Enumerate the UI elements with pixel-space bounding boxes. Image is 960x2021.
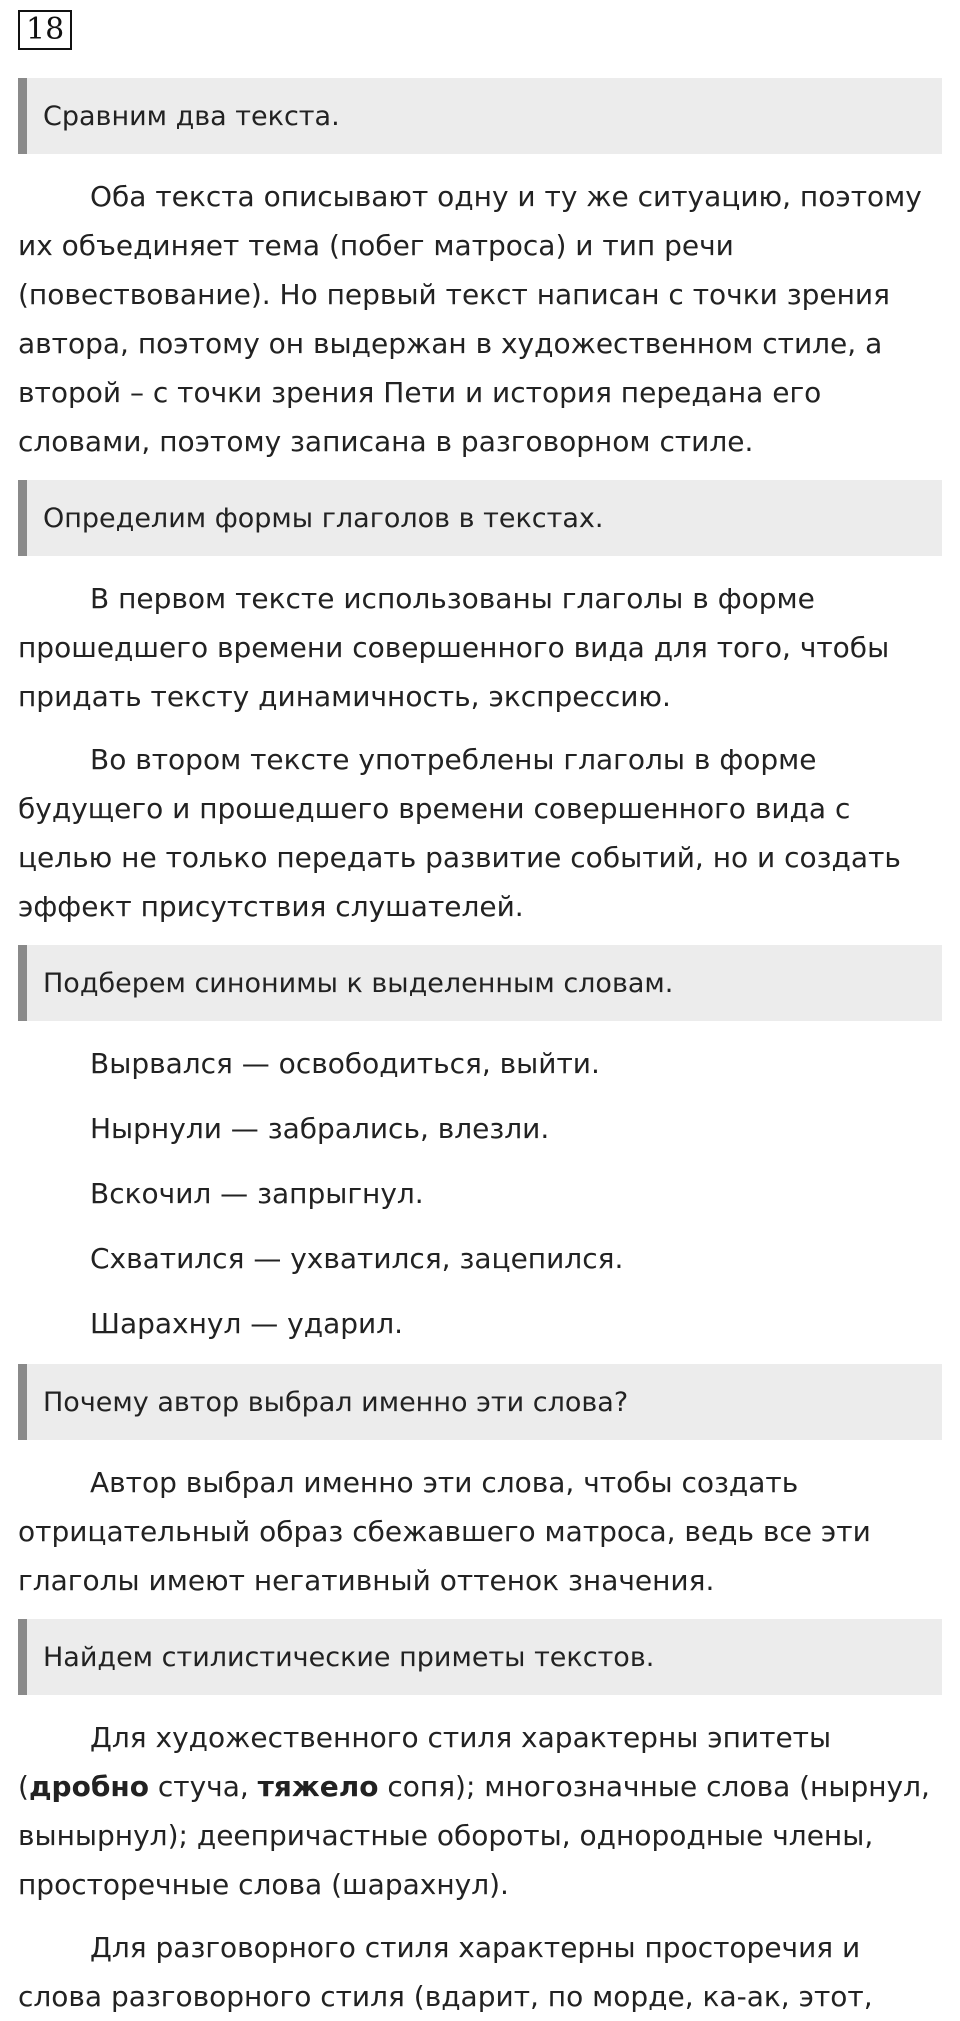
section-header-verbs: Определим формы глаголов в текстах. <box>18 480 942 556</box>
paragraph-why: Автор выбрал именно эти слова, чтобы создать отрицательный образ сбежавшего матроса, ведь все эти глаголы имеют негативный оттенок значения. <box>18 1466 871 1597</box>
paragraph-style-1 <box>18 1713 942 1909</box>
synonym-item: Шарахнул — ударил. <box>90 1307 404 1340</box>
paragraph-verbs-1: В первом тексте использованы глаголы в форме прошедшего времени совершенного вида для того, чтобы придать тексту динамичность, экспрессию. <box>18 582 890 713</box>
synonym-item: Вскочил — запрыгнул. <box>90 1177 424 1210</box>
task-number-badge: 18 <box>18 10 72 50</box>
synonym-item: Схватился — ухватился, зацепился. <box>90 1242 624 1275</box>
section-header-style: Найдем стилистические приметы текстов. <box>18 1619 942 1695</box>
epithet-bold-2: тяжело <box>257 1770 379 1803</box>
epithet-bold-1: дробно <box>28 1770 149 1803</box>
paragraph-style-1-part3: сопя); многозначные слова (нырнул, вынырнул); деепричастные обороты, однородные члены, просторечные слова (шарахнул). <box>18 1770 930 1901</box>
section-header-synonyms: Подберем синонимы к выделенным словам. <box>18 945 942 1021</box>
paragraph-style-1-part2: стуча, <box>148 1770 258 1803</box>
section-header-why: Почему автор выбрал именно эти слова? <box>18 1364 942 1440</box>
paragraph-verbs-2: Во втором тексте употреблены глаголы в форме будущего и прошедшего времени совершенного вида с целью не только передать развитие событий, но и создать эффект присутствия слушателей. <box>18 743 901 923</box>
section-header-compare: Сравним два текста. <box>18 78 942 154</box>
synonym-item: Нырнули — забрались, влезли. <box>90 1112 550 1145</box>
paragraph-compare: Оба текста описывают одну и ту же ситуацию, поэтому их объединяет тема (побег матроса) и тип речи (повествование). Но первый текст написан с точки зрения автора, поэтому он выдержан в художественном стиле, а второй – с точки зрения Пети и история передана его словами, поэтому записана в разговорном стиле. <box>18 180 922 458</box>
paragraph-style-1-part1: Для художественного стиля характерны эпитеты ( <box>18 1721 832 1803</box>
paragraph-style-2: Для разговорного стиля характерны просторечия и слова разговорного стиля (вдарит, по морде, ка-ак, этот, <box>18 1931 873 2013</box>
synonym-item: Вырвался — освободиться, выйти. <box>90 1047 600 1080</box>
